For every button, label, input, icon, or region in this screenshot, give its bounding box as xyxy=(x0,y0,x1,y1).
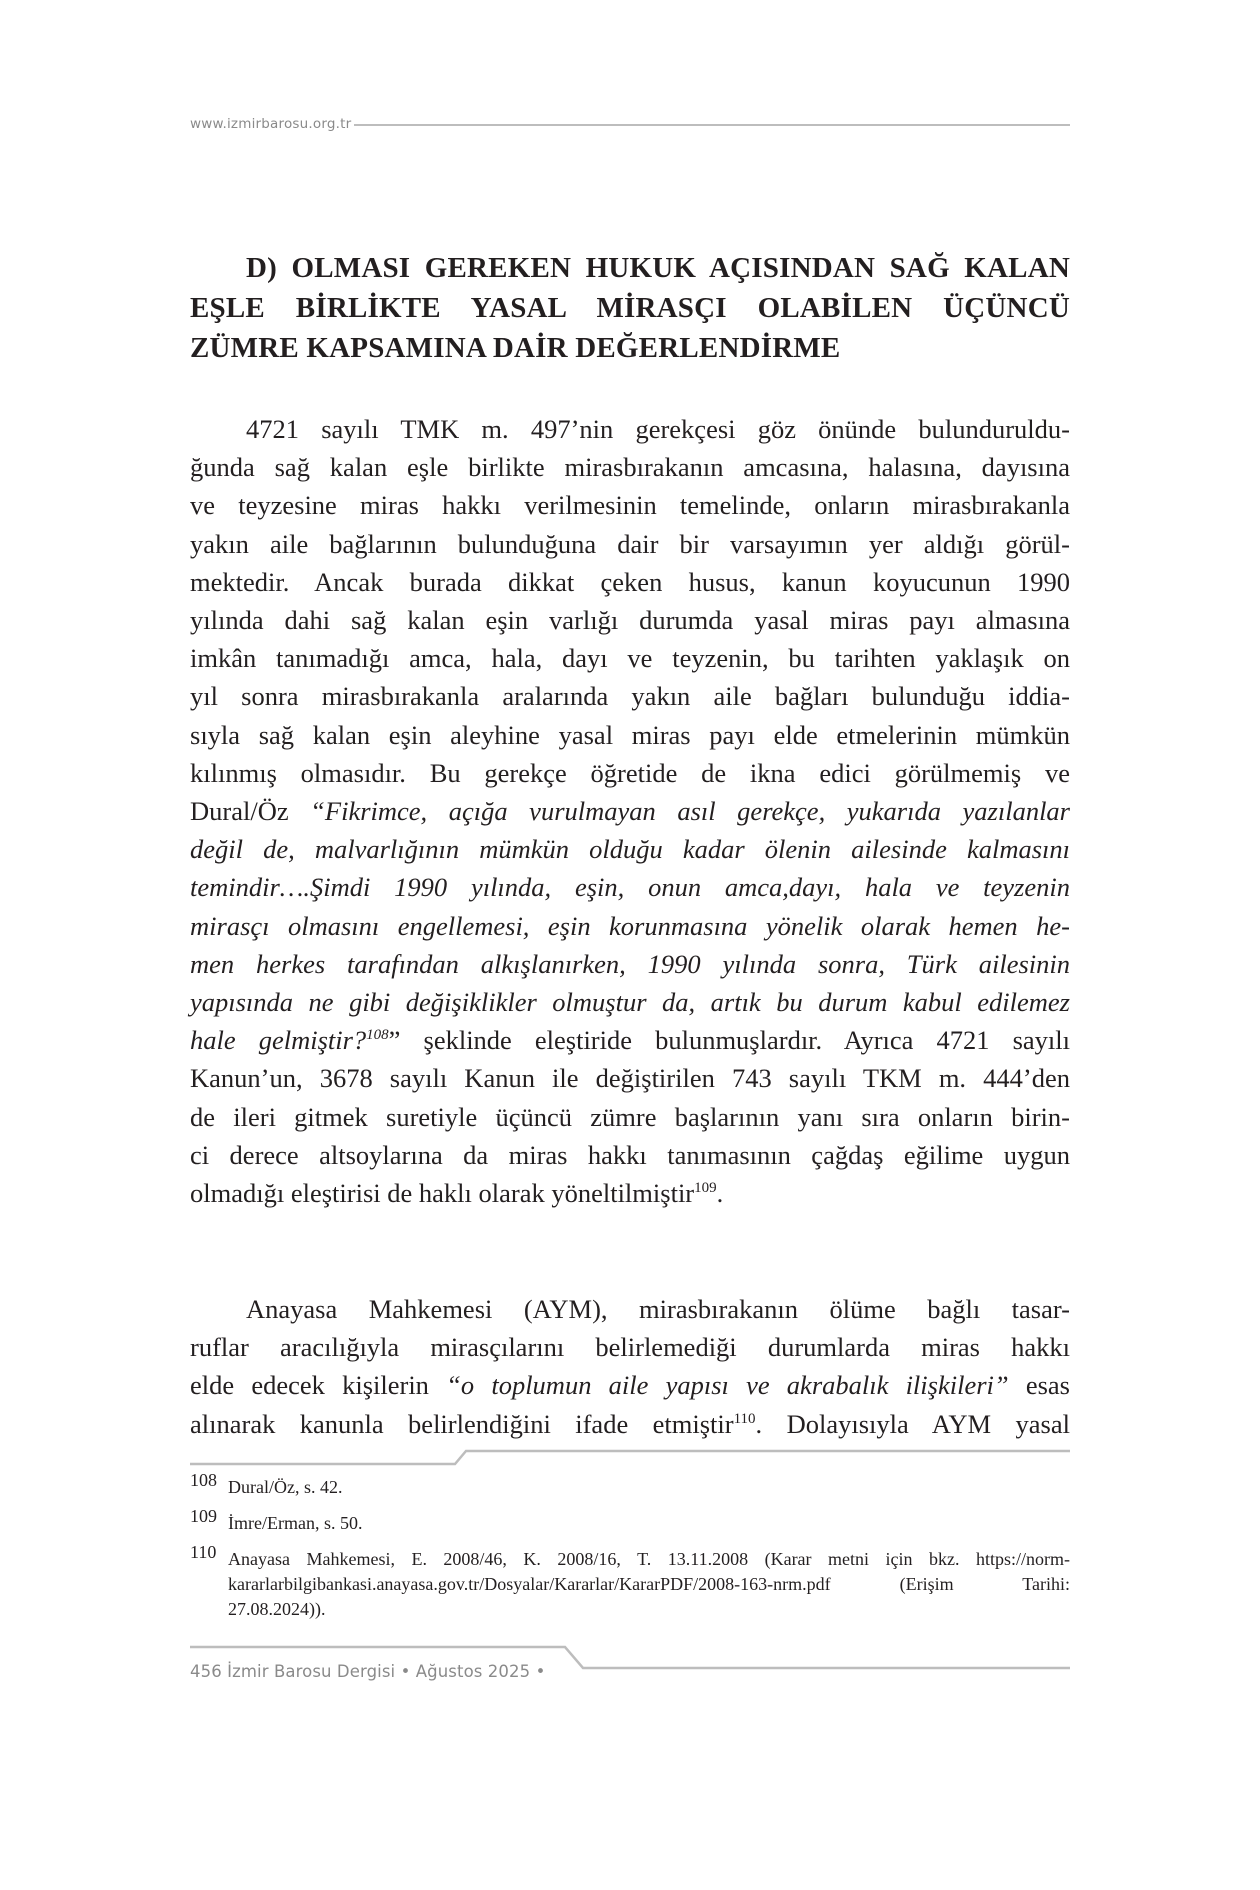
page-number: 456 xyxy=(190,1662,222,1681)
paragraph-line xyxy=(190,868,1070,906)
quote-text: men herkes tarafından alkışlanırken, 1990 yılında sonra, Türk ailesinin xyxy=(190,948,1070,979)
footnote-number: 110 xyxy=(190,1542,217,1562)
paragraph-text: elde edecek kişilerin xyxy=(190,1370,447,1401)
bullet-icon: • xyxy=(535,1662,546,1681)
paragraph-line xyxy=(190,792,1070,830)
paragraph-line xyxy=(190,1021,1070,1059)
footnotes xyxy=(190,1470,1070,1633)
footnote-link-text[interactable]: kararlarbilgibankasi.anayasa.gov.tr/Dosyalar/Kararlar/KararPDF/2008-163-nrm.pdf (Erişim Tarihi: xyxy=(228,1574,1070,1594)
quote-text: “o toplumun aile yapısı ve akrabalık ilişkileri” xyxy=(446,1370,1009,1401)
paragraph-line: sıyla sağ kalan eşin aleyhine yasal miras payı elde etmelerinin mümkün xyxy=(190,719,1070,750)
quote-text: “Fikrimce, açığa vurulmayan asıl gerekçe, yukarıda yazılanlar xyxy=(310,796,1070,827)
footnote-number: 108 xyxy=(190,1470,217,1490)
paragraph-text: . xyxy=(716,1178,724,1209)
issue-date: Ağustos 2025 xyxy=(415,1662,531,1681)
paragraph-line xyxy=(190,1174,1070,1212)
running-header xyxy=(190,114,1070,134)
paragraph-line xyxy=(190,830,1070,868)
footnote-110 xyxy=(190,1542,1070,1622)
header-rule xyxy=(354,124,1070,126)
paragraph-line: Kanun’un, 3678 sayılı Kanun ile değiştirilen 743 sayılı TKM m. 444’den xyxy=(190,1063,1070,1094)
paragraph-line: ve teyzesine miras hakkı verilmesinin temelinde, onların mirasbırakanla xyxy=(190,490,1070,521)
footnote-109 xyxy=(190,1506,1070,1536)
quote-text: yapısında ne gibi değişiklikler olmuştur da, artık bu durum kabul edilemez xyxy=(190,987,1070,1018)
footnote-text: Anayasa Mahkemesi, E. 2008/46, K. 2008/16, T. 13.11.2008 (Karar metni için bkz. https://norm- xyxy=(228,1549,1070,1569)
paragraph-line: Anayasa Mahkemesi (AYM), mirasbırakanın ölüme bağlı tasar- xyxy=(246,1294,1070,1324)
section-title xyxy=(190,248,1070,368)
paragraph-line: yıl sonra mirasbırakanla aralarında yakın aile bağları bulunduğu iddia- xyxy=(190,681,1070,712)
quote-text: temindir….Şimdi 1990 yılında, eşin, onun amca,dayı, hala ve teyzenin xyxy=(190,872,1070,903)
footnote-text: Dural/Öz, s. 42. xyxy=(228,1477,343,1497)
paragraph-line: de ileri gitmek suretiyle üçüncü zümre başlarının yanı sıra onların birin- xyxy=(190,1101,1070,1132)
paragraph-line: 4721 sayılı TMK m. 497’nin gerekçesi göz önünde bulunduruldu- xyxy=(246,414,1070,444)
closing-quote: ” xyxy=(388,1025,401,1056)
paragraph-line xyxy=(190,1405,1070,1443)
site-url: www.izmirbarosu.org.tr xyxy=(190,116,352,132)
paragraph-line xyxy=(190,945,1070,983)
footnote-separator xyxy=(170,1447,1070,1467)
citation-author: Dural/Öz xyxy=(190,796,311,827)
footnote-text: İmre/Erman, s. 50. xyxy=(228,1513,363,1533)
section-title-line-3: ZÜMRE KAPSAMINA DAİR DEĞERLENDİRME xyxy=(190,332,841,364)
footer-label xyxy=(190,1662,545,1681)
paragraph-line: yakın aile bağlarının bulunduğuna dair bir varsayımın yer aldığı görül- xyxy=(190,528,1070,559)
paragraph-text: alınarak kanunla belirlendiğini ifade etmiştir xyxy=(190,1408,734,1439)
footnote-ref-110[interactable]: 110 xyxy=(733,1410,756,1427)
section-title-line-1: D) OLMASI GEREKEN HUKUK AÇISINDAN SAĞ KALAN xyxy=(246,252,1070,284)
footnote-108 xyxy=(190,1470,1070,1500)
footnote-ref-108[interactable]: 108 xyxy=(366,1027,389,1044)
paragraph-line xyxy=(190,983,1070,1021)
paragraph-line: kılınmış olmasıdır. Bu gerekçe öğretide de ikna edici görülmemiş ve xyxy=(190,757,1070,788)
journal-name: İzmir Barosu Dergisi xyxy=(227,1662,396,1681)
footnote-text: 27.08.2024)). xyxy=(228,1599,326,1619)
paragraph-2 xyxy=(190,1290,1070,1443)
paragraph-line: yılında dahi sağ kalan eşin varlığı durumda yasal miras payı almasına xyxy=(190,605,1070,636)
page-footer xyxy=(170,1644,1070,1684)
section-title-line-2: EŞLE BİRLİKTE YASAL MİRASÇI OLABİLEN ÜÇÜNCÜ xyxy=(190,292,1070,324)
quote-text: mirasçı olmasını engellemesi, eşin korunmasına yönelik olarak hemen he- xyxy=(190,910,1070,941)
footnote-number: 109 xyxy=(190,1506,217,1526)
paragraph-text: esas xyxy=(1008,1370,1070,1401)
footnote-ref-109[interactable]: 109 xyxy=(694,1180,717,1197)
paragraph-1 xyxy=(190,410,1070,1212)
paragraph-text: olmadığı eleştirisi de haklı olarak yöneltilmiştir xyxy=(190,1178,695,1209)
bullet-icon: • xyxy=(400,1662,411,1681)
paragraph-text: şeklinde eleştiride bulunmuşlardır. Ayrıca 4721 sayılı xyxy=(400,1025,1070,1056)
paragraph-line xyxy=(190,907,1070,945)
paragraph-line: mektedir. Ancak burada dikkat çeken husus, kanun koyucunun 1990 xyxy=(190,566,1070,597)
quote-text: hale gelmiştir? xyxy=(190,1025,367,1056)
paragraph-text: . Dolayısıyla AYM yasal xyxy=(755,1408,1070,1439)
paragraph-line: imkân tanımadığı amca, hala, dayı ve teyzenin, bu tarihten yaklaşık on xyxy=(190,643,1070,674)
paragraph-line xyxy=(190,1366,1070,1404)
paragraph-line: ğunda sağ kalan eşle birlikte mirasbırakanın amcasına, halasına, dayısına xyxy=(190,452,1070,483)
quote-text: değil de, malvarlığının mümkün olduğu kadar ölenin ailesinde kalmasını xyxy=(190,834,1070,865)
paragraph-line: ruflar aracılığıyla mirasçılarını belirlemediği durumlarda miras hakkı xyxy=(190,1332,1070,1363)
paragraph-line: ci derece altsoylarına da miras hakkı tanımasının çağdaş eğilime uygun xyxy=(190,1139,1070,1170)
